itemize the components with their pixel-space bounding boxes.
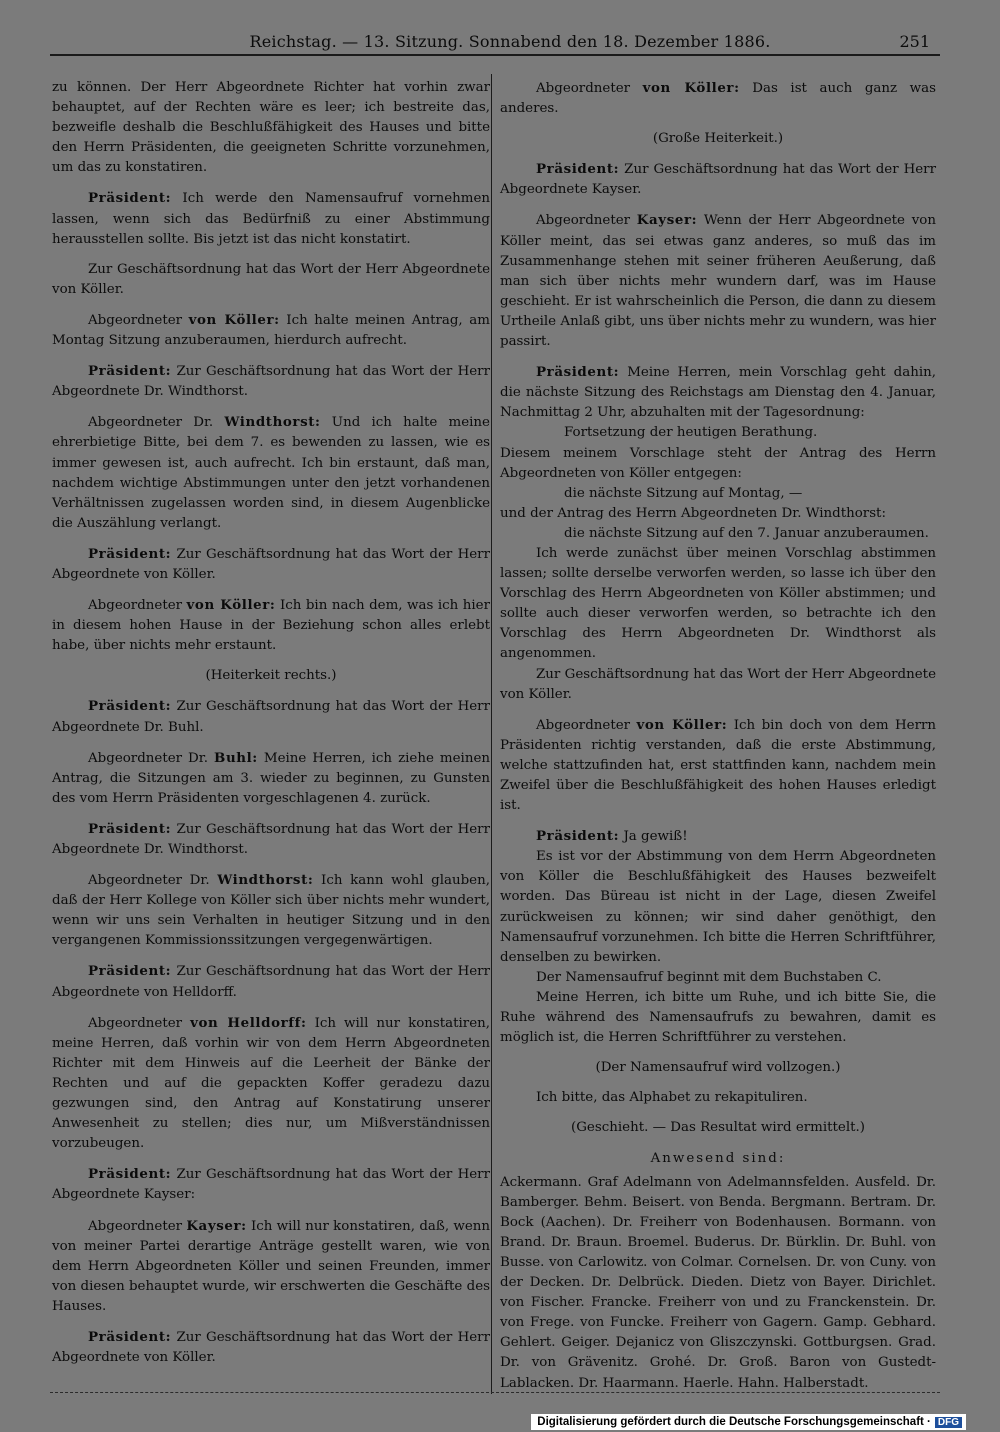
speaker-name: Präsident: [536,364,620,381]
speaker-name: von Köller: [642,80,740,96]
speech-paragraph [52,819,490,860]
stage-direction [500,129,936,149]
speaker-title: Abgeordneter Dr. [88,415,225,431]
speaker-name: Präsident: [536,828,620,845]
paragraph-text: Wenn der Herr Abgeordnete von Köller meint, das sei etwas ganz anderes, so muß das im Zusammenhange stehen mit seiner früheren Aeußerung, daß man sich über nichts mehr wundern darf, was im Hause geschieht. Er ist wahrscheinlich die Person, die dann zu diesem Urtheile Anlaß gibt, uns über nichts mehr zu wundern, was hier passirt. [500,213,936,350]
speaker-title: Abgeordneter [88,312,189,328]
paragraph-text: Ackermann. Graf Adelmann von Adelmannsfelden. Ausfeld. Dr. Bamberger. Behm. Beisert. von Benda. Bergmann. Bertram. Dr. Bock (Aachen). Dr. Freiherr von Bodenhausen. Bormann. von Brand. Dr. Braun. Broemel. Buderus. Dr. Bürklin. Dr. Buhl. von Busse. von Carlowitz. von Colmar. Cornelsen. Dr. von Cuny. von der Decken. Dr. Delbrück. Dieden. Dietz von Bayer. Dirichlet. von Fischer. Francke. Freiherr von und zu Franckenstein. Dr. von Frege. von Funcke. Freiherr von Gagern. Gamp. Gebhard. Gehlert. Geiger. Dejanicz von Gliszczynski. Gottburgsen. Grad. Dr. von Grävenitz. Grohé. Dr. Groß. Baron von Gustedt-Lablacken. Dr. Haarmann. Haerle. Hahn. Halberstadt. [500,1174,936,1391]
paragraph-text: Es ist vor der Abstimmung von dem Herrn Abgeordneten von Köller die Beschlußfähigkeit des Hauses bezweifelt worden. Das Büreau ist nicht in der Lage, diesen Zweifel zurückweisen zu können; wir sind daher genöthigt, den Namensaufruf vorzunehmen. Ich bitte die Herren Schriftführer, denselben zu bewirken. [500,849,936,965]
speech-paragraph [52,961,490,1002]
speech-paragraph [52,188,490,249]
paragraph-text: Anwesend sind: [650,1150,786,1166]
speaker-name: Präsident: [88,1328,172,1345]
paragraph-text: Der Namensaufruf beginnt mit dem Buchstaben C. [536,969,882,985]
paragraph [52,78,490,178]
paragraph-text: Fortsetzung der heutigen Berathung. [564,425,818,441]
speaker-title: Abgeordneter [536,717,637,733]
speaker-name: Windthorst: [224,414,321,431]
paragraph [500,847,936,968]
paragraph-text: Und ich halte meine ehrerbietige Bitte, bei dem 7. es bewenden zu lassen, wie es immer gewesen ist, auch aufrecht. Ich bin erstaunt, daß man, nachdem wichtige Abstimmungen unter den jetzt vorhandenen Verhältnissen zugelassen worden sind, in diesem Augenblicke die Auszählung verlangt. [52,415,490,531]
agenda-line [500,423,936,443]
paragraph [500,1088,936,1108]
speaker-name: Präsident: [88,698,172,715]
speaker-name: Kayser: [636,212,698,229]
speaker-name: Präsident: [88,820,172,837]
speaker-name: Windthorst: [217,872,314,889]
paragraph-text: Meine Herren, mein Vorschlag geht dahin, die nächste Sitzung des Reichstags am Dienstag den 4. Januar, Nachmittag 2 Uhr, abzuhalten mit der Tagesordnung: [500,365,936,421]
paragraph-text: Zur Geschäftsordnung hat das Wort der Herr Abgeordnete Dr. Windthorst. [52,821,490,857]
paragraph-text: Zur Geschäftsordnung hat das Wort der Herr Abgeordnete von Helldorff. [52,964,490,1000]
speaker-name: Kayser: [186,1217,247,1234]
digitization-credit [531,1414,966,1430]
paragraph-text: (Geschieht. — Das Resultat wird ermittelt.) [571,1120,865,1136]
paragraph-text: Zur Geschäftsordnung hat das Wort der Herr Abgeordnete Dr. Windthorst. [52,364,490,400]
paragraph-text: Zur Geschäftsordnung hat das Wort der Herr Abgeordnete Dr. Buhl. [52,699,490,735]
attendance-heading [500,1149,936,1169]
paragraph-text: Das ist auch ganz was anderes. [500,81,936,117]
speaker-name: Präsident: [88,190,172,207]
paragraph-text: Zur Geschäftsordnung hat das Wort der Herr Abgeordnete von Köller. [52,546,490,582]
speaker-name: Präsident: [88,963,172,980]
speaker-title: Abgeordneter [88,598,187,614]
speech-paragraph [52,870,490,951]
column-divider [491,74,492,1394]
left-column [52,78,490,1378]
paragraph-text: und der Antrag des Herrn Abgeordneten Dr. Windthorst: [500,505,886,521]
speech-paragraph [500,159,936,200]
speaker-name: Präsident: [88,363,172,380]
paragraph-text: (Große Heiterkeit.) [652,131,784,147]
paragraph-text: Meine Herren, ich bitte um Ruhe, und ich bitte Sie, die Ruhe während des Namensaufrufs zu bewahren, damit es möglich ist, die Herren Schriftführer zu verstehen. [500,989,936,1046]
paragraph-text: Zur Geschäftsordnung hat das Wort der Herr Abgeordnete Kayser. [500,162,936,198]
speech-paragraph [52,1164,490,1205]
speech-paragraph [52,1327,490,1368]
paragraph-text: Ich bin doch von dem Herrn Präsidenten richtig verstanden, daß die erste Abstimmung, welche stattzufinden hat, erst stattfinden kann, nachdem mein Zweifel über die Beschlußfähigkeit des hohen Hauses erledigt ist. [500,717,936,814]
speech-paragraph [52,748,490,809]
speech-paragraph [52,1013,490,1155]
page-number: 251 [899,32,930,51]
paragraph [500,544,936,665]
speaker-title: Abgeordneter Dr. [88,750,215,766]
paragraph-text: Ich halte meinen Antrag, am Montag Sitzung anzuberaumen, hierdurch aufrecht. [52,312,490,349]
paragraph [500,988,936,1048]
paragraph-text: Ich werde den Namensaufruf vornehmen lassen, wenn sich das Bedürfniß zu einer Abstimmung herausstellen sollte. Bis jetzt ist das nicht konstatirt. [52,191,490,247]
paragraph [52,260,490,300]
paragraph-text: Ich will nur konstatiren, meine Herren, daß vorhin wir von dem Herrn Abgeordneten Richter mit dem Hinweis auf die Leerheit der Bänke der Rechten und auf die gepackten Koffer geradezu dazu gezwungen sind, den Antrag auf Konstatirung unserer Anwesenheit zu stellen; dies nur, um Mißverständnissen vorzubeugen. [52,1015,490,1152]
paragraph-text: Ich kann wohl glauben, daß der Herr Kollege von Köller sich über nichts mehr wundert, wenn wir uns sein Verhalten in heutiger Sitzung und in den vergangenen Kommissionssitzungen vergegenwärtigen. [52,873,490,949]
speaker-title: Abgeordneter [536,213,637,229]
credit-text: Digitalisierung gefördert durch die Deutsche Forschungsgemeinschaft · [537,1416,931,1428]
speech-paragraph [52,412,490,534]
paragraph [500,968,936,988]
paragraph-text: zu können. Der Herr Abgeordnete Richter hat vorhin zwar behauptet, auf der Rechten wäre es leer; ich bestreite das, bezweifle deshalb die Beschlußfähigkeit des Hauses und bitte den Herrn Präsidenten, die geeigneten Schritte vorzunehmen, um das zu konstatiren. [52,80,490,176]
speaker-name: von Köller: [188,311,280,328]
agenda-line [500,524,936,544]
paragraph-text: Ich will nur konstatiren, daß, wenn von meiner Partei derartige Anträge gestellt waren, wie von dem Herrn Abgeordneten Köller und seinen Freunden, immer von diesen behauptet wurde, wir erschwerten die Geschäfte des Hauses. [52,1218,490,1314]
speech-paragraph [52,1216,490,1317]
stage-direction [500,1058,936,1078]
speech-paragraph [52,595,490,656]
dfg-logo: DFG [935,1417,962,1428]
paragraph-text: die nächste Sitzung auf Montag, — [564,485,803,501]
speaker-name: von Köller: [186,597,276,614]
paragraph [500,665,936,705]
right-column [500,78,936,1394]
paragraph-text: Diesem meinem Vorschlage steht der Antrag des Herrn Abgeordneten von Köller entgegen: [500,445,936,481]
stage-direction [500,1118,936,1138]
speaker-name: von Helldorff: [190,1014,307,1031]
paragraph-text: (Der Namensaufruf wird vollzogen.) [595,1060,841,1076]
speaker-title: Abgeordneter [88,1015,191,1031]
running-title: Reichstag. — 13. Sitzung. Sonnabend den 18. Dezember 1886. [249,32,771,51]
speaker-name: Präsident: [536,161,620,178]
speech-paragraph [52,696,490,737]
paragraph-text: (Heiterkeit rechts.) [205,668,337,684]
speaker-title: Abgeordneter [536,81,643,96]
speech-paragraph [500,78,936,119]
speech-paragraph [500,210,936,352]
speech-paragraph [500,362,936,423]
paragraph-text: Zur Geschäftsordnung hat das Wort der Herr Abgeordnete Kayser: [52,1167,490,1203]
speech-paragraph [52,544,490,585]
footer-rule [50,1392,940,1393]
paragraph-text: Ich bitte, das Alphabet zu rekapituliren. [536,1090,808,1106]
speaker-name: Präsident: [88,545,172,562]
agenda-line [500,484,936,504]
paragraph-text: Ich bin nach dem, was ich hier in diesem hohen Hause in der Beziehung schon alles erlebt habe, über nichts mehr erstaunt. [52,598,490,654]
paragraph-text: Zur Geschäftsordnung hat das Wort der Herr Abgeordnete von Köller. [500,666,936,702]
stage-direction [52,666,490,686]
speaker-name: Buhl: [214,749,258,766]
speaker-name: Präsident: [88,1166,172,1183]
paragraph-text: Meine Herren, ich ziehe meinen Antrag, die Sitzungen am 3. wieder zu beginnen, zu Gunsten des vom Herrn Präsidenten vorgeschlagenen 4. zurück. [52,750,490,806]
speech-paragraph [52,310,490,351]
agenda-line [500,444,936,484]
paragraph-text: Ich werde zunächst über meinen Vorschlag abstimmen lassen; sollte derselbe verworfen werden, so lasse ich über den Vorschlag des Herrn Abgeordneten von Köller abstimmen; und sollte auch dieser verworfen werden, so betrachte ich den Vorschlag des Herrn Abgeordneten Dr. Windthorst als angenommen. [500,545,936,662]
speech-paragraph [500,826,936,847]
attendance-list [500,1173,936,1394]
paragraph-text: Zur Geschäftsordnung hat das Wort der Herr Abgeordnete von Köller. [52,261,490,297]
agenda-line [500,504,936,524]
paragraph-text: Ja gewiß! [619,829,688,845]
speaker-title: Abgeordneter [88,1218,187,1234]
paragraph-text: die nächste Sitzung auf den 7. Januar anzuberaumen. [564,525,929,541]
speech-paragraph [500,715,936,816]
speech-paragraph [52,361,490,402]
page-header [50,30,940,56]
paragraph-text: Zur Geschäftsordnung hat das Wort der Herr Abgeordnete von Köller. [52,1329,490,1366]
speaker-title: Abgeordneter Dr. [88,873,218,889]
speaker-name: von Köller: [636,716,728,733]
